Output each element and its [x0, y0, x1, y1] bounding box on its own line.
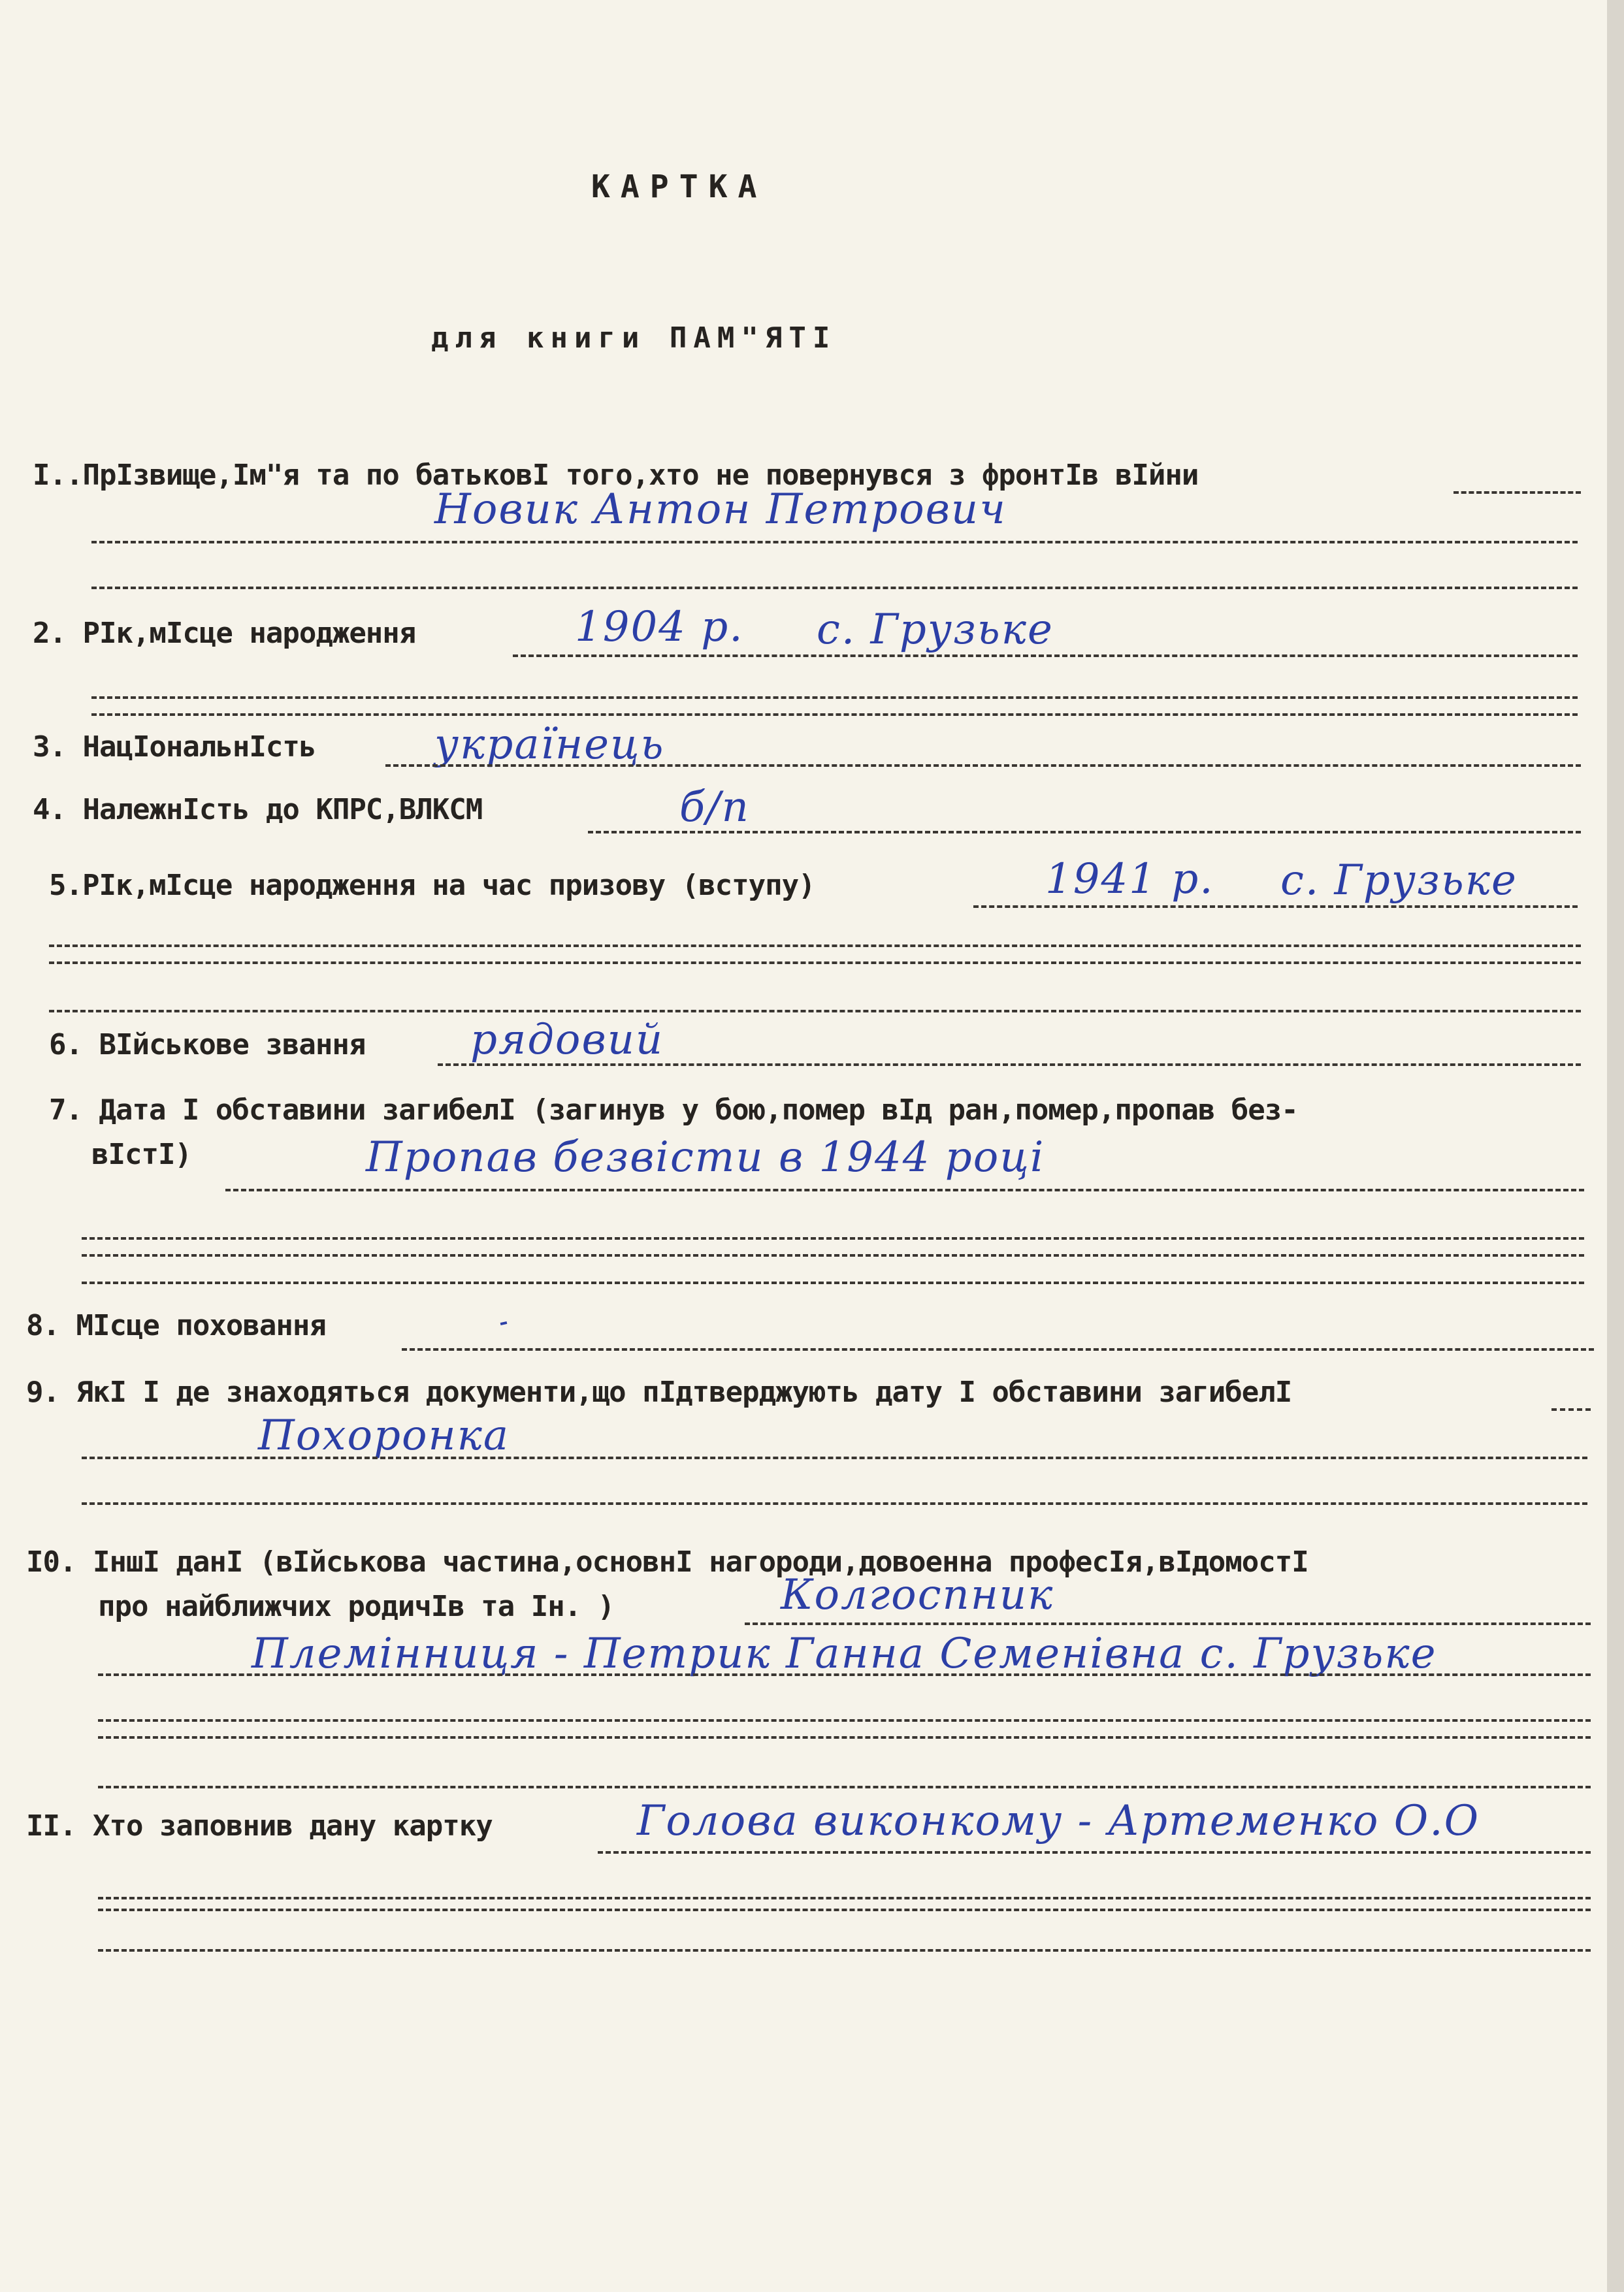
field-4-value: б/п — [679, 783, 750, 831]
field-4-label: 4. НалежнІсть до КПРС,ВЛКСМ — [33, 793, 483, 826]
field-11-line-c — [98, 1909, 1591, 1911]
field-10-line-c — [98, 1719, 1591, 1722]
field-10-line-d — [98, 1736, 1591, 1739]
field-10-line-e — [98, 1786, 1591, 1788]
page-edge — [1607, 0, 1624, 2292]
field-6-label: 6. ВІйськове звання — [49, 1028, 366, 1061]
field-4-line — [588, 831, 1581, 833]
field-10-label: I0. ІншІ данІ (вІйськова частина,основнІ нагороди,довоенна професІя,вІдомостІ — [26, 1545, 1308, 1579]
field-5-line-a — [973, 905, 1578, 908]
field-7-line-d — [82, 1282, 1584, 1284]
field-10-line-a — [745, 1622, 1591, 1625]
field-9-value: Похоронка — [258, 1412, 510, 1460]
field-7-label-cont: вІстІ) — [91, 1138, 191, 1171]
field-10-value-relatives: Племінниця - Петрик Ганна Семенівна с. Грузьке — [252, 1630, 1437, 1678]
field-7-line-a — [225, 1189, 1584, 1191]
field-11-line-a — [598, 1851, 1591, 1854]
field-8-ink-mark — [500, 1321, 508, 1325]
field-9-line-a — [1551, 1408, 1591, 1411]
field-1-line-a — [1453, 491, 1581, 494]
field-1-line-c — [91, 587, 1578, 589]
field-5-line-c — [49, 961, 1581, 964]
field-3-value: українець — [434, 720, 665, 769]
field-7-value: Пропав безвісти в 1944 році — [366, 1133, 1045, 1182]
field-2-label: 2. РІк,мІсце народження — [33, 617, 416, 650]
field-10-value: Колгоспник — [781, 1571, 1054, 1619]
field-8-label: 8. МІсце поховання — [26, 1309, 326, 1342]
field-1-value: Новик Антон Петрович — [434, 485, 1007, 534]
field-11-line-d — [98, 1949, 1591, 1952]
field-5-line-d — [49, 1010, 1581, 1012]
field-10-line-b — [98, 1673, 1591, 1676]
field-7-line-c — [82, 1254, 1584, 1257]
field-2-value-place: с. Грузьке — [817, 605, 1054, 654]
field-9-line-b — [82, 1457, 1587, 1459]
field-11-label: II. Хто заповнив дану картку — [26, 1809, 493, 1843]
field-2-value: 1904 р. — [575, 603, 744, 651]
field-1-label: I..ПрІзвище,Ім"я та по батьковІ того,хто не повернувся з фронтІв вІйни — [33, 459, 1199, 492]
field-3-label: 3. НацІональнІсть — [33, 730, 316, 764]
field-7-label: 7. Дата І обставини загибелІ (загинув у бою,помер вІд ран,помер,пропав без- — [49, 1093, 1298, 1127]
field-6-line — [438, 1063, 1581, 1066]
field-5-value-place: с. Грузьке — [1280, 856, 1518, 905]
field-9-line-c — [82, 1502, 1587, 1505]
field-8-line — [402, 1348, 1594, 1351]
field-11-line-b — [98, 1897, 1591, 1899]
field-10-label-cont: про найближчих родичІв та Ін. ) — [98, 1590, 615, 1623]
document-subtitle: для книги ПАМ"ЯТІ — [431, 321, 837, 355]
field-2-line-a — [513, 654, 1578, 657]
field-1-line-b — [91, 541, 1578, 543]
field-3-line — [385, 764, 1581, 767]
field-5-value: 1941 р. — [1045, 855, 1214, 903]
field-5-label: 5.РІк,мІсце народження на час призову (вступу) — [49, 869, 815, 902]
field-11-value: Голова виконкому - Артеменко О.О — [637, 1797, 1480, 1845]
field-7-line-b — [82, 1237, 1584, 1240]
field-2-line-b — [91, 696, 1578, 699]
field-9-label: 9. ЯкІ І де знаходяться документи,що пІдтверджують дату І обставини загибелІ — [26, 1376, 1292, 1409]
field-5-line-b — [49, 944, 1581, 947]
field-6-value: рядовий — [470, 1016, 664, 1064]
field-2-line-c — [91, 713, 1578, 716]
document-title: КАРТКА — [591, 169, 768, 205]
